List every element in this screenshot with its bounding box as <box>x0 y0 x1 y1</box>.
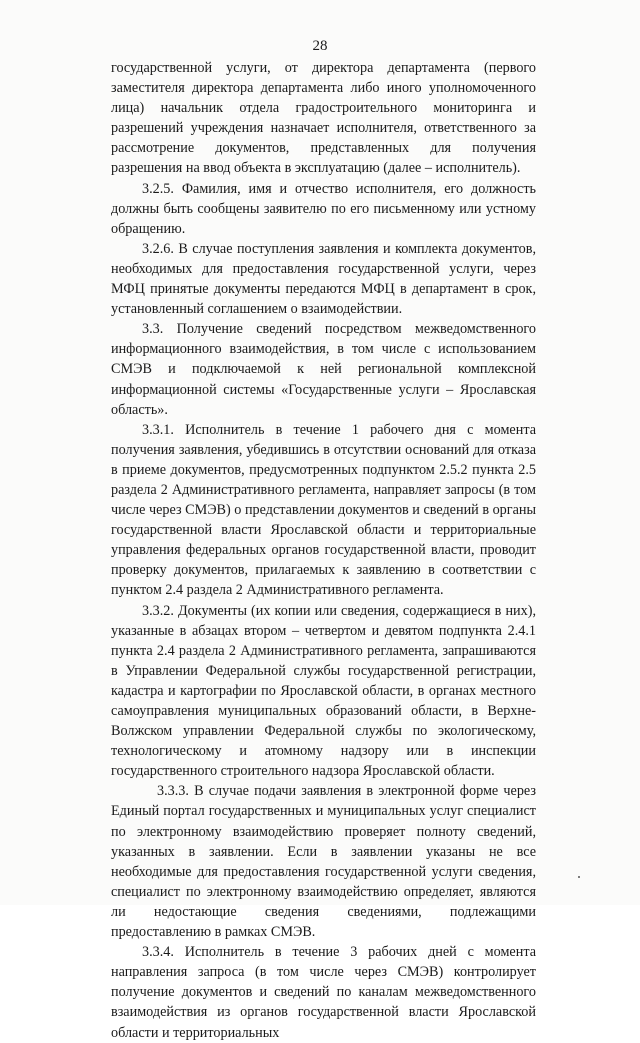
paragraph-3-2-6: 3.2.6. В случае поступления заявления и комплекта документов, необходимых для предоставления государственной услуги, через МФЦ принятые документы передаются МФЦ в департамент в срок, установленный соглашением о взаимодействии. <box>111 240 536 318</box>
page-number: 28 <box>312 38 328 54</box>
document-body <box>111 58 536 1043</box>
paragraph-3-2-5: 3.2.5. Фамилия, имя и отчество исполнителя, его должность должны быть сообщены заявителю по его письменному или устному обращению. <box>111 180 536 237</box>
paragraph-3-3-4: 3.3.4. Исполнитель в течение 3 рабочих дней с момента направления запроса (в том числе через СМЭВ) контролирует получение документов и сведений по каналам межведомственного взаимодействия из органов государственной власти Ярославской области и территориальных <box>111 944 536 1041</box>
scan-speck <box>578 876 580 878</box>
paragraph-3-3-1: 3.3.1. Исполнитель в течение 1 рабочего дня с момента получения заявления, убедившись в отсутствии оснований для отказа в приеме документов, предусмотренных подпунктом 2.5.2 пункта 2.5 раздела 2 Административного регламента, направляет запросы (в том числе через СМЭВ) о представлении документов и сведений в органы государственной власти Ярославской области и территориальные управления федеральных органов государственной власти, проводит проверку документов, прилагаемых к заявлению в соответствии с пунктом 2.4 раздела 2 Административного регламента. <box>111 421 536 599</box>
paragraph-3-3-2: 3.3.2. Документы (их копии или сведения, содержащиеся в них), указанные в абзацах втором – четвертом и девятом подпункта 2.4.1 пункта 2.4 раздела 2 Административного регламента, запрашиваются в Управлении Федеральной службы государственной регистрации, кадастра и картографии по Ярославской области, в органах местного самоуправления муниципальных образований области, в Верхне-Волжском управлении Федеральной службы по экологическому, технологическому и атомному надзору или в инспекции государственного строительного надзора Ярославской области. <box>111 602 536 780</box>
paragraph-3-3-3: 3.3.3. В случае подачи заявления в электронной форме через Единый портал государственных и муниципальных услуг специалист по электронному взаимодействию проверяет полноту сведений, указанных в заявлении. Если в заявлении указаны не все необходимые для предоставления государственной услуги сведения, специалист по электронному взаимодействию определяет, являются ли недостающие сведения сведениями, подлежащими предоставлению в рамках СМЭВ. <box>111 783 536 941</box>
paragraph-continuation: государственной услуги, от директора департамента (первого заместителя директора департамента либо иного уполномоченного лица) начальник отдела градостроительного мониторинга и разрешений учреждения назначает исполнителя, ответственного за рассмотрение документов, представленных для получения разрешения на ввод объекта в эксплуатацию (далее – исполнитель). <box>111 60 536 177</box>
paragraph-3-3: 3.3. Получение сведений посредством межведомственного информационного взаимодействия, в том числе с использованием СМЭВ и подключаемой к ней региональной комплексной информационной системы «Государственные услуги – Ярославская область». <box>111 321 536 418</box>
